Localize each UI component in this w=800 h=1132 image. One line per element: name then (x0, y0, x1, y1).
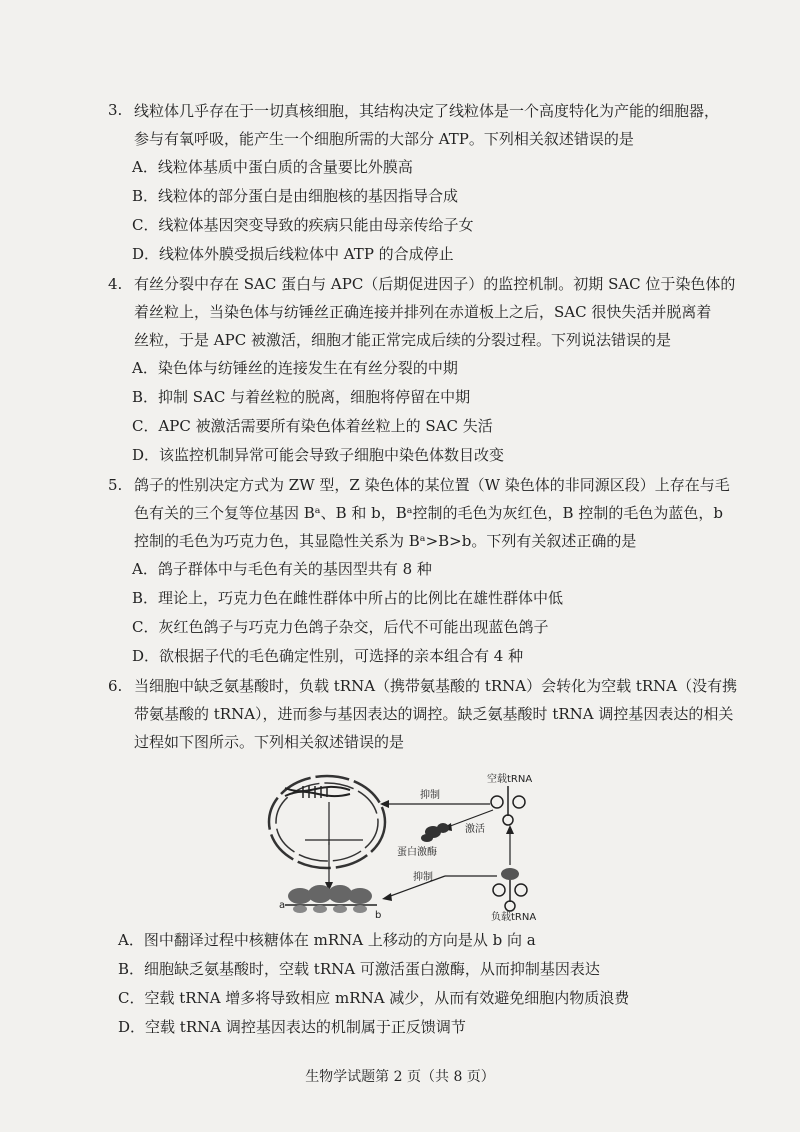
q4-option-b: B．抑制 SAC 与着丝粒的脱离，细胞将停留在中期 (132, 388, 471, 406)
q3-stem-line: 参与有氧呼吸，能产生一个细胞所需的大部分 ATP。下列相关叙述错误的是 (134, 130, 634, 148)
q4-stem-line: 着丝粒上，当染色体与纺锤丝正确连接并排列在赤道板上之后，SAC 很快失活并脱离着 (134, 303, 712, 321)
q5-option-c: C．灰红色鸽子与巧克力色鸽子杂交，后代不可能出现蓝色鸽子 (132, 618, 549, 636)
q4-option-d: D．该监控机制异常可能会导致子细胞中染色体数目改变 (132, 446, 505, 464)
inhibit-bottom-label: 抑制 (413, 872, 433, 883)
ribosome-chain (285, 885, 377, 913)
q4-option-c: C．APC 被激活需要所有染色体着丝粒上的 SAC 失活 (132, 417, 493, 435)
q5-stem-line: 鸽子的性别决定方式为 ZW 型，Z 染色体的某位置（W 染色体的非同源区段）上存在与毛 (134, 476, 730, 494)
q5-number: 5. (108, 476, 123, 494)
q4-stem (134, 270, 774, 354)
q4-option-a: A．染色体与纺锤丝的连接发生在有丝分裂的中期 (132, 359, 458, 377)
q3-stem-line: 线粒体几乎存在于一切真核细胞，其结构决定了线粒体是一个高度特化为产能的细胞器， (134, 102, 720, 120)
loaded-trna-label: 负载tRNA (491, 912, 537, 923)
q5-stem-line: 色有关的三个复等位基因 Bᵃ、B 和 b，Bᵃ控制的毛色为灰红色，B 控制的毛色为蓝色，b (134, 504, 723, 522)
mrna-end-a: a (279, 900, 286, 911)
q4-stem-line: 有丝分裂中存在 SAC 蛋白与 APC（后期促进因子）的监控机制。初期 SAC 位于染色体的 (134, 275, 736, 293)
q6-option-d: D．空载 tRNA 调控基因表达的机制属于正反馈调节 (118, 1018, 466, 1036)
q3-option-b: B．线粒体的部分蛋白是由细胞核的基因指导合成 (132, 187, 459, 205)
empty-trna-icon (491, 786, 525, 825)
q3-number: 3. (108, 101, 123, 119)
q5-option-d: D．欲根据子代的毛色确定性别，可选择的亲本组合有 4 种 (132, 647, 524, 665)
figure-svg (265, 770, 555, 925)
q3-option-a: A．线粒体基质中蛋白质的含量要比外膜高 (132, 158, 413, 176)
page-footer: 生物学试题第 2 页（共 8 页） (305, 1069, 495, 1085)
kinase-label: 蛋白激酶 (397, 847, 437, 858)
empty-trna-label: 空载tRNA (487, 774, 533, 785)
q6-stem-line: 带氨基酸的 tRNA），进而参与基因表达的调控。缺乏氨基酸时 tRNA 调控基因表达的相关 (134, 705, 734, 723)
q4-stem-line: 丝粒，于是 APC 被激活，细胞才能正常完成后续的分裂过程。下列说法错误的是 (134, 331, 671, 349)
dna-helix-icon (285, 786, 350, 798)
activate-label: 激活 (465, 824, 485, 835)
inhibit-top-label: 抑制 (420, 790, 440, 801)
q3-option-c: C．线粒体基因突变导致的疾病只能由母亲传给子女 (132, 216, 474, 234)
mrna-end-b: b (375, 910, 382, 921)
q6-stem-line: 过程如下图所示。下列相关叙述错误的是 (134, 733, 405, 751)
q3-stem (134, 97, 774, 153)
q5-stem (134, 471, 774, 555)
q3-option-d: D．线粒体外膜受损后线粒体中 ATP 的合成停止 (132, 245, 454, 263)
q6-option-a: A．图中翻译过程中核糖体在 mRNA 上移动的方向是从 b 向 a (118, 931, 536, 949)
gene-expression-figure (265, 770, 555, 929)
protein-kinase-icon (421, 823, 449, 842)
q6-number: 6. (108, 677, 123, 695)
q5-option-a: A．鸽子群体中与毛色有关的基因型共有 8 种 (132, 560, 432, 578)
q6-stem-line: 当细胞中缺乏氨基酸时，负载 tRNA（携带氨基酸的 tRNA）会转化为空载 tRNA（没有携 (134, 677, 738, 695)
q6-option-b: B．细胞缺乏氨基酸时，空载 tRNA 可激活蛋白激酶，从而抑制基因表达 (118, 960, 600, 978)
q5-stem-line: 控制的毛色为巧克力色，其显隐性关系为 Bᵃ>B>b。下列有关叙述正确的是 (134, 532, 637, 550)
q4-number: 4. (108, 275, 123, 293)
loaded-trna-icon (493, 868, 527, 911)
q6-stem (134, 672, 774, 756)
q6-option-c: C．空载 tRNA 增多将导致相应 mRNA 减少，从而有效避免细胞内物质浪费 (118, 989, 630, 1007)
q5-option-b: B．理论上，巧克力色在雌性群体中所占的比例比在雄性群体中低 (132, 589, 564, 607)
